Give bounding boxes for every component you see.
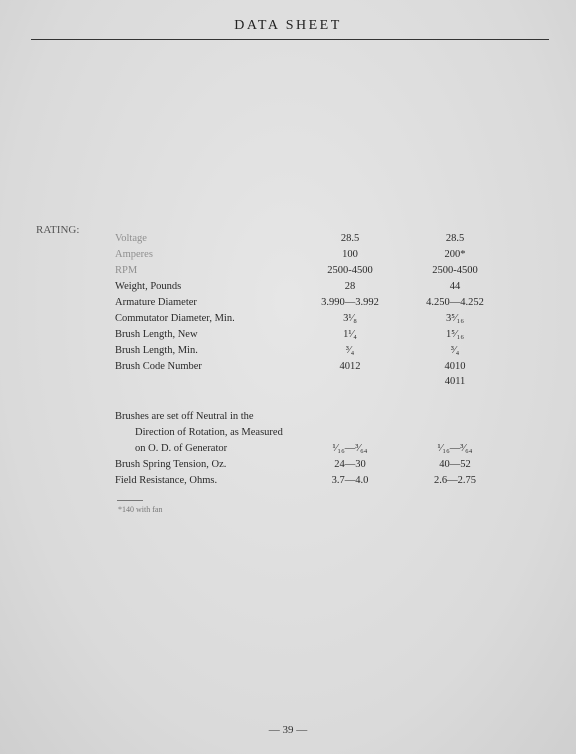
row-value-col2: 4010	[444, 361, 466, 372]
neutral-value-col1: ¹⁄₁₆—³⁄₆₄	[332, 443, 368, 454]
rating-row-brush-length-new	[0, 329, 576, 345]
footnote-rule	[117, 500, 143, 501]
neutral-text-line-2: Direction of Rotation, as Measured	[135, 427, 283, 438]
row-value-col1: 28.5	[340, 233, 360, 244]
rating-row-brush-code	[0, 361, 576, 377]
row-value-col2: 4.250—4.252	[426, 297, 484, 308]
row-label: Commutator Diameter, Min.	[115, 313, 235, 324]
row-value-col1: 3¹⁄₈	[343, 313, 357, 324]
row-label: Field Resistance, Ohms.	[115, 475, 218, 486]
footnote: *140 with fan	[118, 505, 163, 514]
row-value-col2: 28.5	[445, 233, 465, 244]
row-value-col2: 44	[449, 281, 461, 292]
rating-row-field-resistance	[0, 475, 576, 491]
neutral-value-col2: ¹⁄₁₆—³⁄₆₄	[437, 443, 473, 454]
rating-row-brush-length-min	[0, 345, 576, 361]
row-value-col2: 200*	[444, 249, 466, 260]
row-label: Brush Length, Min.	[115, 345, 198, 356]
row-value-col1: 28	[344, 281, 356, 292]
rating-row-brush-code-alt	[0, 376, 576, 392]
rating-row-amperes	[0, 249, 576, 265]
row-value-col1: 100	[342, 249, 358, 260]
row-value-col1: 3.7—4.0	[331, 475, 369, 486]
row-value-col1: ³⁄₄	[345, 345, 355, 356]
title-rule	[31, 39, 549, 40]
row-value-col2: 2.6—2.75	[434, 475, 476, 486]
row-label: Brush Length, New	[115, 329, 198, 340]
page-title: DATA SHEET	[234, 18, 342, 33]
row-label: Brush Code Number	[115, 361, 202, 372]
rating-row-voltage	[0, 233, 576, 249]
row-value-col2: 1⁵⁄₁₆	[446, 329, 464, 340]
page-number: — 39 —	[268, 724, 308, 736]
row-value-col2: 2500-4500	[432, 265, 478, 276]
row-value-col1: 3.990—3.992	[321, 297, 379, 308]
neutral-line-2	[0, 427, 576, 443]
rating-section-label: RATING:	[36, 224, 80, 236]
row-label: RPM	[115, 265, 138, 276]
row-label: Brush Spring Tension, Oz.	[115, 459, 227, 470]
rating-row-weight	[0, 281, 576, 297]
row-value-col2: 40—52	[439, 459, 471, 470]
row-label: Voltage	[115, 233, 147, 244]
neutral-line-1	[0, 411, 576, 427]
neutral-text-line-1: Brushes are set off Neutral in the	[115, 411, 254, 422]
rating-row-armature-diameter	[0, 297, 576, 313]
row-value-col1: 1¹⁄₄	[343, 329, 357, 340]
row-value-col1: 4012	[339, 361, 361, 372]
rating-row-commutator-diameter	[0, 313, 576, 329]
rating-row-spring-tension	[0, 459, 576, 475]
row-value-col1: 24—30	[334, 459, 366, 470]
row-label: Armature Diameter	[115, 297, 197, 308]
row-label: Weight, Pounds	[115, 281, 182, 292]
row-value-col2: 3⁵⁄₁₆	[446, 313, 464, 324]
row-value-col2: 4011	[444, 376, 466, 387]
row-label: Amperes	[115, 249, 153, 260]
neutral-line-3	[0, 443, 576, 459]
row-value-col1: 2500-4500	[327, 265, 373, 276]
neutral-text-line-3: on O. D. of Generator	[135, 443, 228, 454]
rating-row-rpm	[0, 265, 576, 281]
row-value-col2: ³⁄₄	[450, 345, 460, 356]
